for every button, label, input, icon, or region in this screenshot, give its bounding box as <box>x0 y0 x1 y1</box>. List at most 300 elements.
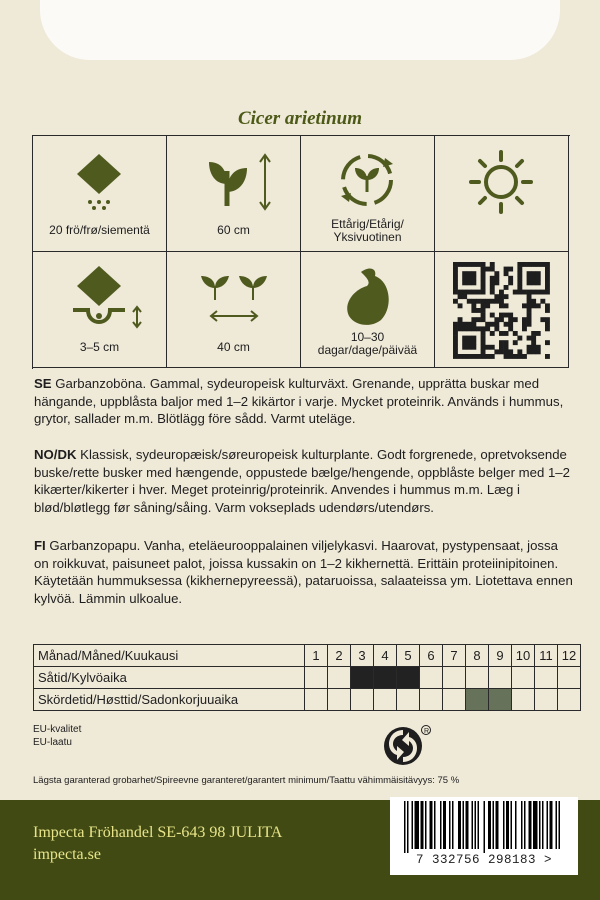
harvest-month-12 <box>558 689 581 711</box>
qr-module <box>545 354 550 359</box>
barcode-bar <box>547 801 549 849</box>
sow-month-4 <box>374 667 397 689</box>
barcode-bar <box>412 801 414 849</box>
qr-module <box>531 271 536 276</box>
cell-depth <box>33 252 167 368</box>
harvest-month-1 <box>305 689 328 711</box>
qr-module <box>513 317 518 322</box>
qr-module <box>481 299 486 304</box>
harvest-month-9 <box>489 689 512 711</box>
qr-module <box>527 317 532 322</box>
text-nodk: Klassisk, sydeuropæisk/søreuropeisk kulturplante. Godt forgrenede, opretvoksende buske/rette busker med hængende, oppustede bælge/hengende, oppblåste belger med 1–2 kikærter/kikerter i hver. Meget proteinrig/proteinrik. Anvendes i hummus m.m. Læg i blød/bløtlegg før såning/såing. Varm vokseplads udendørs/utendørs. <box>34 447 570 515</box>
qr-module <box>458 294 463 299</box>
qr-module <box>522 262 527 267</box>
qr-module <box>453 326 458 331</box>
sow-month-3 <box>351 667 374 689</box>
qr-module <box>467 280 472 285</box>
qr-module <box>504 331 509 336</box>
qr-module <box>462 271 467 276</box>
barcode-bar <box>415 801 420 849</box>
qr-module <box>471 322 476 327</box>
qr-module <box>485 326 490 331</box>
qr-module <box>453 276 458 281</box>
qr-module <box>481 336 486 341</box>
qr-module <box>481 280 486 285</box>
harvest-month-4 <box>374 689 397 711</box>
month-8: 8 <box>466 645 489 667</box>
qr-module <box>490 267 495 272</box>
qr-module <box>531 299 536 304</box>
calendar-month-row <box>34 645 581 667</box>
qr-module <box>462 294 467 299</box>
qr-module <box>471 340 476 345</box>
qr-module <box>536 276 541 281</box>
qr-module <box>508 280 513 285</box>
qr-module <box>517 290 522 295</box>
qr-module <box>527 303 532 308</box>
qr-module <box>517 336 522 341</box>
harvest-month-2 <box>328 689 351 711</box>
sowing-calendar <box>33 644 581 711</box>
qr-module <box>481 326 486 331</box>
qr-module <box>476 354 481 359</box>
annual-cycle-icon <box>301 136 434 228</box>
barcode-bar <box>550 801 553 849</box>
barcode-bar <box>475 801 477 849</box>
qr-module <box>476 299 481 304</box>
qr-module <box>490 331 495 336</box>
cell-qr <box>435 252 569 368</box>
qr-module <box>545 262 550 267</box>
qr-module <box>481 345 486 350</box>
svg-text:R: R <box>424 728 430 735</box>
qr-module <box>481 285 486 290</box>
qr-module <box>481 331 486 336</box>
qr-module <box>453 267 458 272</box>
qr-module <box>481 340 486 345</box>
qr-module <box>476 317 481 322</box>
qr-module <box>527 294 532 299</box>
month-7: 7 <box>443 645 466 667</box>
harvest-month-11 <box>535 689 558 711</box>
qr-module <box>504 313 509 318</box>
height-caption: 60 cm <box>217 223 250 237</box>
qr-module <box>527 322 532 327</box>
qr-module <box>522 317 527 322</box>
qr-module <box>476 326 481 331</box>
eu-quality <box>33 723 81 749</box>
qr-module <box>462 276 467 281</box>
qr-module <box>453 280 458 285</box>
qr-module <box>536 271 541 276</box>
qr-module <box>467 326 472 331</box>
qr-module <box>527 276 532 281</box>
qr-module <box>540 262 545 267</box>
eu-quality-line-1: EU-kvalitet <box>33 724 82 735</box>
qr-module <box>540 290 545 295</box>
qr-module <box>462 336 467 341</box>
qr-module <box>490 280 495 285</box>
qr-module <box>494 294 499 299</box>
qr-module <box>490 313 495 318</box>
harvest-month-8 <box>466 689 489 711</box>
qr-module <box>513 354 518 359</box>
qr-module <box>467 322 472 327</box>
qr-module <box>494 276 499 281</box>
qr-module <box>462 326 467 331</box>
barcode-bar <box>511 801 513 849</box>
qr-module <box>545 280 550 285</box>
qr-module <box>527 336 532 341</box>
qr-module <box>522 354 527 359</box>
qr-module <box>536 280 541 285</box>
green-dot-recycle-icon <box>383 724 433 770</box>
sow-month-8 <box>466 667 489 689</box>
qr-module <box>453 299 458 304</box>
qr-module <box>462 340 467 345</box>
qr-code-icon[interactable] <box>435 252 568 367</box>
barcode-bar <box>458 801 461 849</box>
qr-module <box>536 262 541 267</box>
qr-module <box>504 271 509 276</box>
qr-module <box>490 354 495 359</box>
lifecycle-caption-1: Ettårig/Etårig/ <box>331 217 404 231</box>
sow-month-1 <box>305 667 328 689</box>
text-fi: Garbanzopapu. Vanha, eteläeurooppalainen viljelykasvi. Haarovat, pystypensaat, jossa on roikkuvat, paisuneet palot, joissa kussakin on 1–2 kikhernettä. Erittäin proteiinipitoinen. Käytetään hummuksessa (kikhernepyreessä), pataruoissa, salaateissa ym. Liotettava ennen kylvöä. Lämmin ulkoalue. <box>34 538 573 606</box>
qr-module <box>462 345 467 350</box>
qr-module <box>481 276 486 281</box>
company-website[interactable]: impecta.se <box>33 846 101 863</box>
qr-module <box>467 336 472 341</box>
qr-module <box>545 326 550 331</box>
qr-module <box>522 290 527 295</box>
cell-germination <box>301 252 435 368</box>
qr-module <box>490 262 495 267</box>
qr-module <box>527 280 532 285</box>
qr-module <box>536 345 541 350</box>
icon-grid <box>32 135 570 369</box>
qr-module <box>499 340 504 345</box>
plant-spacing-icon <box>167 252 300 344</box>
qr-module <box>467 276 472 281</box>
cell-sun <box>435 136 569 252</box>
qr-module <box>485 299 490 304</box>
cell-seeds <box>33 136 167 252</box>
qr-module <box>458 262 463 267</box>
month-label: Månad/Måned/Kuukausi <box>34 645 305 667</box>
qr-module <box>527 313 532 318</box>
qr-module <box>471 299 476 304</box>
barcode-bar <box>524 801 526 849</box>
qr-module <box>513 331 518 336</box>
qr-module <box>485 345 490 350</box>
cell-spacing <box>167 252 301 368</box>
qr-module <box>545 276 550 281</box>
month-11: 11 <box>535 645 558 667</box>
sow-month-10 <box>512 667 535 689</box>
month-3: 3 <box>351 645 374 667</box>
qr-module <box>527 271 532 276</box>
barcode-bar <box>496 801 499 849</box>
qr-module <box>499 299 504 304</box>
qr-module <box>531 349 536 354</box>
qr-module <box>485 303 490 308</box>
qr-module <box>545 322 550 327</box>
qr-module <box>453 331 458 336</box>
qr-module <box>504 294 509 299</box>
company-address: Impecta Fröhandel SE-643 98 JULITA <box>33 824 283 841</box>
qr-module <box>453 349 458 354</box>
qr-module <box>471 303 476 308</box>
sow-month-5 <box>397 667 420 689</box>
sow-label: Såtid/Kylvöaika <box>34 667 305 689</box>
qr-module <box>527 349 532 354</box>
barcode-bar <box>434 801 436 849</box>
harvest-month-7 <box>443 689 466 711</box>
qr-module <box>531 340 536 345</box>
qr-module <box>517 271 522 276</box>
qr-module <box>490 345 495 350</box>
qr-module <box>471 345 476 350</box>
qr-module <box>527 308 532 313</box>
qr-module <box>517 285 522 290</box>
qr-module <box>508 322 513 327</box>
germination-caption-1: 10–30 <box>350 330 385 344</box>
barcode-bar <box>556 801 558 849</box>
qr-module <box>545 317 550 322</box>
qr-module <box>517 280 522 285</box>
barcode-bar <box>425 801 427 849</box>
qr-module <box>485 267 490 272</box>
qr-module <box>504 285 509 290</box>
qr-module <box>522 303 527 308</box>
qr-module <box>531 345 536 350</box>
qr-module <box>453 322 458 327</box>
qr-module <box>531 280 536 285</box>
qr-module <box>527 262 532 267</box>
company-info <box>33 822 282 866</box>
qr-module <box>471 308 476 313</box>
sow-month-9 <box>489 667 512 689</box>
barcode-bar <box>559 801 561 849</box>
qr-module <box>508 267 513 272</box>
qr-module <box>481 317 486 322</box>
qr-module <box>467 290 472 295</box>
qr-module <box>527 299 532 304</box>
seeds-caption: 20 frö/frø/siementä <box>49 223 150 237</box>
qr-module <box>481 349 486 354</box>
month-1: 1 <box>305 645 328 667</box>
qr-module <box>531 276 536 281</box>
qr-module <box>504 267 509 272</box>
species-name: Cicer arietinum <box>237 108 363 129</box>
cell-lifecycle <box>301 136 435 252</box>
qr-module <box>508 349 513 354</box>
qr-module <box>531 303 536 308</box>
qr-module <box>490 276 495 281</box>
qr-module <box>531 262 536 267</box>
barcode-bar <box>478 801 480 849</box>
qr-module <box>471 326 476 331</box>
qr-module <box>513 290 518 295</box>
qr-module <box>531 331 536 336</box>
qr-module <box>490 290 495 295</box>
qr-module <box>536 290 541 295</box>
sun-icon <box>435 136 568 228</box>
qr-module <box>462 290 467 295</box>
month-10: 10 <box>512 645 535 667</box>
barcode-number: 7 332756 298183 > <box>390 853 578 867</box>
qr-module <box>481 303 486 308</box>
qr-module <box>494 299 499 304</box>
text-se: Garbanzoböna. Gammal, sydeuropeisk kulturväxt. Grenande, upprätta buskar med hängande, uppblåsta baljor med 1–2 kikärtor i varje. Mycket proteinrik. Används i hummus, grytor, sallader m.m. Blötlägg före sådd. Varmt uteläge. <box>34 376 564 427</box>
qr-module <box>485 322 490 327</box>
qr-module <box>490 285 495 290</box>
qr-module <box>545 271 550 276</box>
harvest-month-5 <box>397 689 420 711</box>
qr-module <box>453 271 458 276</box>
barcode-bar <box>443 801 446 849</box>
qr-module <box>476 262 481 267</box>
qr-module <box>540 317 545 322</box>
qr-module <box>494 349 499 354</box>
qr-module <box>499 345 504 350</box>
qr-module <box>504 354 509 359</box>
qr-module <box>499 317 504 322</box>
lang-code-se: SE <box>34 376 52 391</box>
qr-module <box>490 322 495 327</box>
qr-module <box>504 349 509 354</box>
harvest-month-10 <box>512 689 535 711</box>
qr-module <box>527 290 532 295</box>
harvest-month-6 <box>420 689 443 711</box>
seed-packet-icon <box>33 136 166 228</box>
month-12: 12 <box>558 645 581 667</box>
qr-module <box>462 262 467 267</box>
month-2: 2 <box>328 645 351 667</box>
qr-module <box>517 354 522 359</box>
qr-module <box>508 317 513 322</box>
barcode-bar <box>533 801 538 849</box>
qr-module <box>471 317 476 322</box>
qr-module <box>494 280 499 285</box>
barcode-bar <box>493 801 495 849</box>
barcode-bar <box>430 801 433 849</box>
lang-code-nodk: NO/DK <box>34 447 77 462</box>
qr-module <box>467 262 472 267</box>
sow-month-2 <box>328 667 351 689</box>
month-5: 5 <box>397 645 420 667</box>
qr-module <box>453 290 458 295</box>
qr-module <box>471 354 476 359</box>
qr-module <box>481 354 486 359</box>
harvest-label: Skördetid/Høsttid/Sadonkorjuuaika <box>34 689 305 711</box>
calendar-harvest-row <box>34 689 581 711</box>
spacing-caption: 40 cm <box>217 340 250 354</box>
description-se <box>34 375 574 428</box>
qr-module <box>499 331 504 336</box>
qr-module <box>540 299 545 304</box>
qr-module <box>545 267 550 272</box>
qr-module <box>522 326 527 331</box>
barcode-bar <box>503 801 505 849</box>
qr-module <box>522 322 527 327</box>
sowing-depth-icon <box>33 252 166 344</box>
qr-module <box>458 354 463 359</box>
barcode-bar <box>404 801 406 853</box>
packet-hanger-cutout <box>40 0 560 60</box>
qr-module <box>536 331 541 336</box>
sow-month-11 <box>535 667 558 689</box>
cell-height <box>167 136 301 252</box>
qr-module <box>517 349 522 354</box>
qr-module <box>471 276 476 281</box>
barcode-bar <box>515 801 517 849</box>
barcode-bar <box>488 801 491 849</box>
barcode-bar <box>466 801 469 849</box>
eu-quality-line-2: EU-laatu <box>33 737 72 748</box>
qr-module <box>494 322 499 327</box>
qr-module <box>476 290 481 295</box>
depth-caption: 3–5 cm <box>79 340 120 354</box>
description-fi <box>34 537 574 607</box>
qr-module <box>458 303 463 308</box>
qr-module <box>481 267 486 272</box>
qr-module <box>499 303 504 308</box>
qr-module <box>499 313 504 318</box>
qr-module <box>545 308 550 313</box>
qr-module <box>481 313 486 318</box>
barcode-bar <box>529 801 532 849</box>
sow-month-6 <box>420 667 443 689</box>
barcode-bar <box>542 801 544 849</box>
qr-module <box>508 276 513 281</box>
barcode-bar <box>463 801 465 849</box>
qr-module <box>453 354 458 359</box>
plant-height-icon <box>167 136 300 228</box>
month-6: 6 <box>420 645 443 667</box>
qr-module <box>467 299 472 304</box>
description-nodk <box>34 446 574 516</box>
qr-module <box>517 267 522 272</box>
qr-module <box>499 290 504 295</box>
qr-module <box>504 303 509 308</box>
barcode-bar <box>440 801 442 849</box>
qr-module <box>462 322 467 327</box>
qr-module <box>499 294 504 299</box>
qr-module <box>467 354 472 359</box>
qr-module <box>481 308 486 313</box>
qr-module <box>481 271 486 276</box>
qr-module <box>499 349 504 354</box>
qr-module <box>527 345 532 350</box>
qr-module <box>513 340 518 345</box>
calendar-sow-row <box>34 667 581 689</box>
qr-module <box>545 340 550 345</box>
qr-module <box>453 262 458 267</box>
lifecycle-caption-2: Yksivuotinen <box>333 230 402 244</box>
qr-module <box>508 326 513 331</box>
qr-module <box>531 336 536 341</box>
qr-module <box>494 271 499 276</box>
qr-module <box>453 345 458 350</box>
qr-module <box>471 336 476 341</box>
qr-module <box>536 349 541 354</box>
qr-module <box>485 354 490 359</box>
qr-module <box>471 280 476 285</box>
sow-month-12 <box>558 667 581 689</box>
qr-module <box>471 271 476 276</box>
